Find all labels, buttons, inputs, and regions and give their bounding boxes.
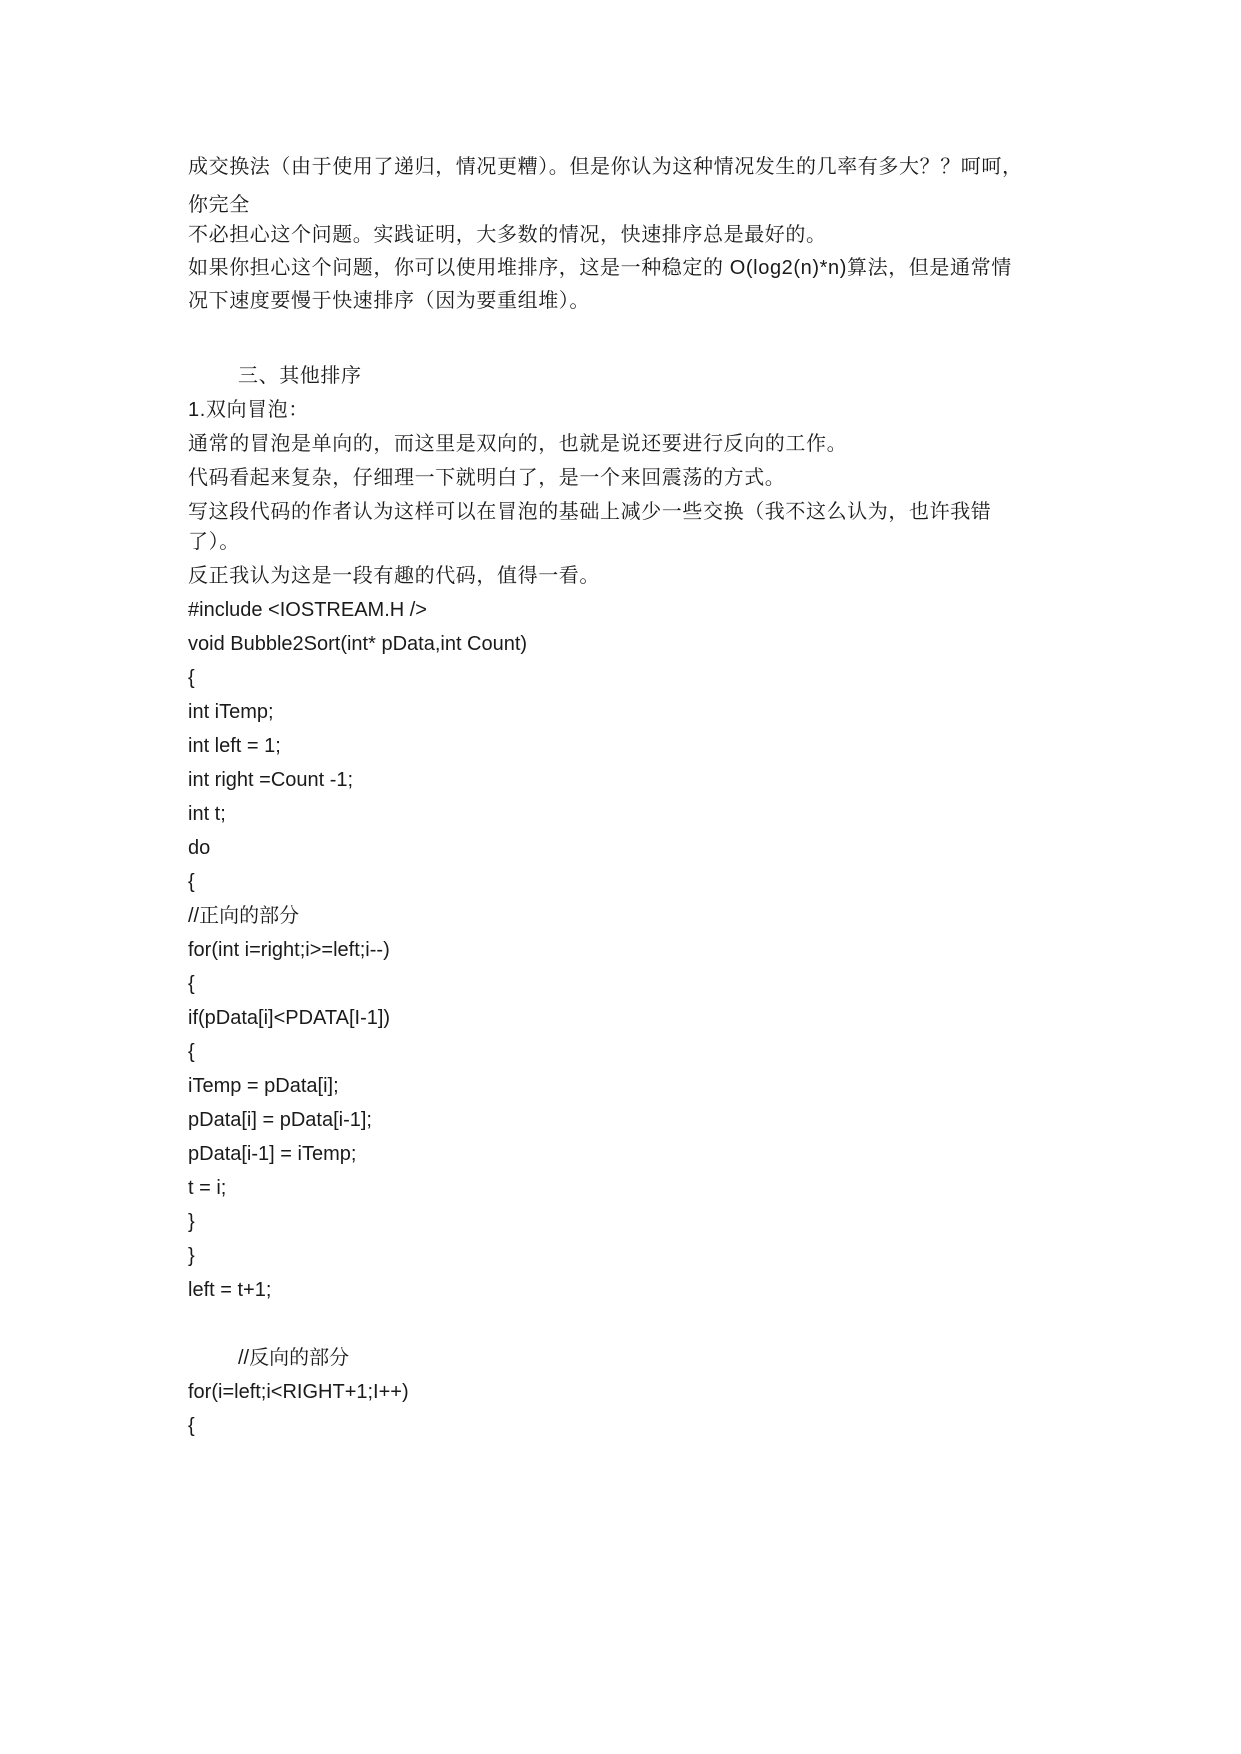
prose-line: 你完全 [188, 193, 250, 216]
code-line: //正向的部分 [188, 904, 300, 927]
code-line: int t; [188, 802, 226, 825]
prose-line: 成交换法（由于使用了递归，情况更糟）。但是你认为这种情况发生的几率有多大？？呵呵， [188, 156, 1023, 178]
code-line: if(pData[i]<PDATA[I-1]) [188, 1006, 391, 1029]
code-line: t = i; [188, 1176, 227, 1199]
subsection-heading: 1.双向冒泡： [188, 398, 309, 421]
prose-line: 况下速度要慢于快速排序（因为要重组堆）。 [188, 289, 590, 312]
section-heading: 三、其他排序 [238, 364, 362, 387]
code-line: left = t+1; [188, 1278, 272, 1301]
blank-line [188, 1312, 1088, 1336]
description-line: 通常的冒泡是单向的，而这里是双向的，也就是说还要进行反向的工作。 [188, 432, 848, 455]
code-line: iTemp = pData[i]; [188, 1074, 339, 1097]
code-comment: //反向的部分 [238, 1346, 350, 1369]
code-line: { [188, 870, 195, 893]
code-line: } [188, 1244, 195, 1267]
code-line: #include <IOSTREAM.H /> [188, 598, 427, 621]
code-line: } [188, 1210, 195, 1233]
code-line: int right =Count -1; [188, 768, 354, 791]
code-line: { [188, 666, 195, 689]
code-line: for(int i=right;i>=left;i--) [188, 938, 390, 961]
code-line: { [188, 1414, 195, 1437]
description-line: 代码看起来复杂，仔细理一下就明白了，是一个来回震荡的方式。 [188, 466, 786, 489]
code-line: { [188, 1040, 195, 1063]
code-line: void Bubble2Sort(int* pData,int Count) [188, 632, 528, 655]
code-line: { [188, 972, 195, 995]
code-line: pData[i] = pData[i-1]; [188, 1108, 372, 1131]
prose-line: 如果你担心这个问题，你可以使用堆排序，这是一种稳定的 O(log2(n)*n)算法，但是通常情 [188, 256, 1012, 279]
description-line: 了）。 [188, 530, 240, 553]
code-line: for(i=left;i<RIGHT+1;I++) [188, 1380, 409, 1403]
description-line: 写这段代码的作者认为这样可以在冒泡的基础上减少一些交换（我不这么认为，也许我错 [188, 500, 992, 523]
code-line: int iTemp; [188, 700, 274, 723]
document-body [188, 155, 1088, 1448]
code-line: do [188, 836, 211, 859]
code-line: pData[i-1] = iTemp; [188, 1142, 357, 1165]
blank-line [188, 326, 1088, 350]
description-line: 反正我认为这是一段有趣的代码，值得一看。 [188, 564, 600, 587]
code-line: int left = 1; [188, 734, 281, 757]
prose-line: 不必担心这个问题。实践证明，大多数的情况，快速排序总是最好的。 [188, 223, 827, 246]
